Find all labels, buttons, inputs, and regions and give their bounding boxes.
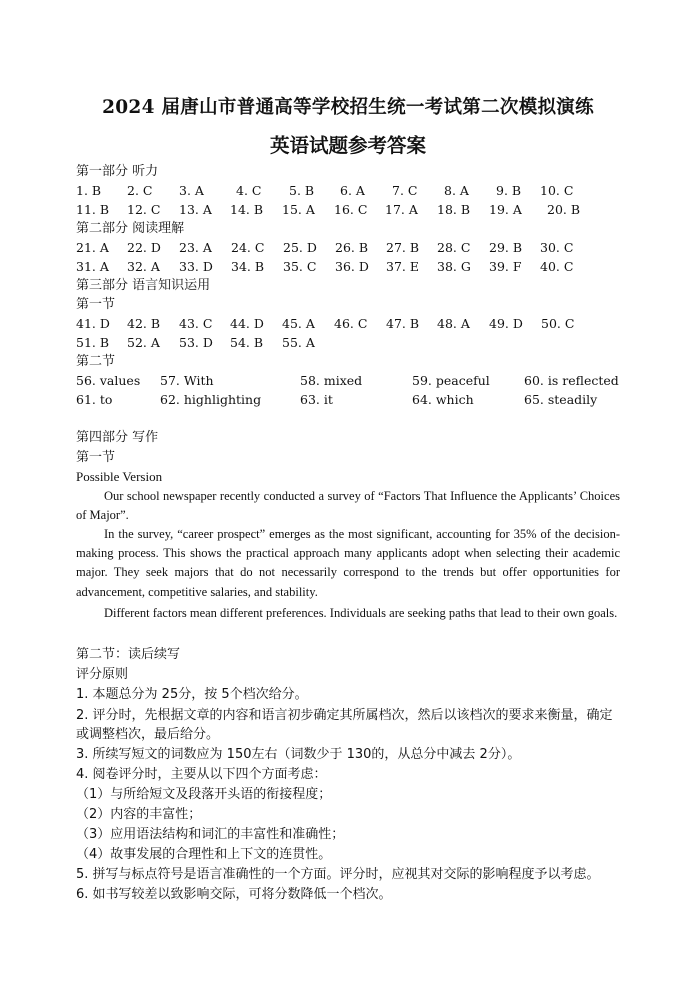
answer-item: 64. which: [412, 392, 474, 407]
principle-item: 6. 如书写较差以致影响交际，可将分数降低一个档次。: [76, 887, 392, 902]
answer-item: 51. B: [76, 335, 110, 350]
answer-item: 27. B: [386, 240, 420, 255]
answer-item: 53. D: [179, 335, 213, 350]
answer-item: 32. A: [127, 259, 160, 274]
answer-item: 46. C: [334, 316, 368, 331]
answer-item: 3. A: [179, 183, 204, 198]
possible-version-label: Possible Version: [76, 469, 163, 484]
answer-item: 12. C: [127, 202, 161, 217]
answer-item: 59. peaceful: [412, 373, 490, 388]
part2-heading: 第二部分 阅读理解: [76, 221, 185, 236]
answer-item: 47. B: [386, 316, 420, 331]
part1-heading: 第一部分 听力: [76, 164, 159, 179]
answer-item: 62. highlighting: [160, 392, 262, 407]
principles-heading: 评分原则: [76, 667, 129, 682]
answer-item: 56. values: [76, 373, 141, 388]
answer-item: 43. C: [179, 316, 213, 331]
answer-item: 34. B: [231, 259, 265, 274]
answer-item: 29. B: [489, 240, 523, 255]
answer-item: 25. D: [283, 240, 317, 255]
answer-item: 16. C: [334, 202, 368, 217]
section-heading: 第二节: [76, 354, 116, 369]
answer-item: 9. B: [496, 183, 522, 198]
part3-heading: 第三部分 语言知识运用: [76, 278, 211, 293]
answer-item: 4. C: [236, 183, 262, 198]
answer-item: 23. A: [179, 240, 212, 255]
answer-item: 41. D: [76, 316, 110, 331]
part4-heading: 第四部分 写作: [76, 430, 159, 445]
answer-item: 57. With: [160, 373, 214, 388]
principle-subitem: （1）与所给短文及段落开头语的衔接程度；: [76, 787, 332, 802]
principle-subitem: （3）应用语法结构和词汇的丰富性和准确性；: [76, 827, 345, 842]
answer-item: 14. B: [230, 202, 264, 217]
answer-item: 39. F: [489, 259, 522, 274]
answer-item: 30. C: [540, 240, 574, 255]
answer-item: 48. A: [437, 316, 470, 331]
answer-item: 26. B: [335, 240, 369, 255]
answer-item: 24. C: [231, 240, 265, 255]
answer-item: 15. A: [282, 202, 315, 217]
section-heading: 第一节: [76, 297, 116, 312]
section-heading: 第二节：读后续写: [76, 647, 181, 662]
answer-item: 52. A: [127, 335, 160, 350]
principle-item: 2. 评分时，先根据文章的内容和语言初步确定其所属档次，然后以该档次的要求来衡量，确定或调整档次，最后给分。: [76, 708, 613, 742]
answer-item: 61. to: [76, 392, 113, 407]
answer-item: 17. A: [385, 202, 418, 217]
answer-item: 11. B: [76, 202, 110, 217]
principle-item: 1. 本题总分为 25分，按 5个档次给分。: [76, 687, 308, 702]
answer-item: 38. G: [437, 259, 471, 274]
answer-item: 58. mixed: [300, 373, 363, 388]
answer-item: 20. B: [547, 202, 581, 217]
answer-item: 22. D: [127, 240, 161, 255]
essay-paragraph: Our school newspaper recently conducted a survey of “Factors That Influence the Applicants’ Choices of Major”.: [76, 489, 620, 523]
principle-item: 4. 阅卷评分时，主要从以下四个方面考虑：: [76, 767, 327, 782]
answer-item: 31. A: [76, 259, 109, 274]
answer-item: 44. D: [230, 316, 264, 331]
answer-item: 2. C: [127, 183, 153, 198]
answer-item: 37. E: [386, 259, 419, 274]
answer-item: 21. A: [76, 240, 109, 255]
principle-subitem: （4）故事发展的合理性和上下文的连贯性。: [76, 847, 332, 862]
principle-subitem: （2）内容的丰富性；: [76, 807, 202, 822]
principle-item: 3. 所续写短文的词数应为 150左右（词数少于 130的，从总分中减去 2分）。: [76, 747, 521, 762]
answer-item: 55. A: [282, 335, 315, 350]
answer-item: 42. B: [127, 316, 161, 331]
section-heading: 第一节: [76, 450, 116, 465]
answer-item: 33. D: [179, 259, 213, 274]
answer-item: 8. A: [444, 183, 469, 198]
answer-item: 45. A: [282, 316, 315, 331]
answer-item: 36. D: [335, 259, 369, 274]
answer-item: 54. B: [230, 335, 264, 350]
answer-item: 28. C: [437, 240, 471, 255]
answer-item: 18. B: [437, 202, 471, 217]
essay-paragraph: Different factors mean different preferences. Individuals are seeking paths that lead to their own goals.: [104, 606, 618, 620]
answer-item: 63. it: [300, 392, 333, 407]
answer-item: 49. D: [489, 316, 523, 331]
answer-item: 50. C: [541, 316, 575, 331]
answer-item: 10. C: [540, 183, 574, 198]
answer-item: 13. A: [179, 202, 212, 217]
answer-item: 6. A: [340, 183, 365, 198]
principle-item: 5. 拼写与标点符号是语言准确性的一个方面。评分时，应视其对交际的影响程度予以考虑。: [76, 867, 600, 882]
document-subtitle: 英语试题参考答案: [269, 134, 426, 157]
essay-paragraph: In the survey, “career prospect” emerges as the most significant, accounting for 35% of the decision-making process. This shows the practical approach many applicants adopt when selecting their academic major. They seek majors that do not necessarily correspond to the trends but offer opportunities for advancement, competitive salaries, and stability.: [76, 527, 620, 599]
answer-item: 65. steadily: [524, 392, 598, 407]
document-title: 2024 届唐山市普通高等学校招生统一考试第二次模拟演练: [102, 97, 594, 118]
answer-item: 60. is reflected: [524, 373, 619, 388]
answer-item: 7. C: [392, 183, 418, 198]
answer-item: 5. B: [289, 183, 315, 198]
answer-item: 35. C: [283, 259, 317, 274]
answer-item: 1. B: [76, 183, 102, 198]
answer-item: 19. A: [489, 202, 522, 217]
answer-item: 40. C: [540, 259, 574, 274]
